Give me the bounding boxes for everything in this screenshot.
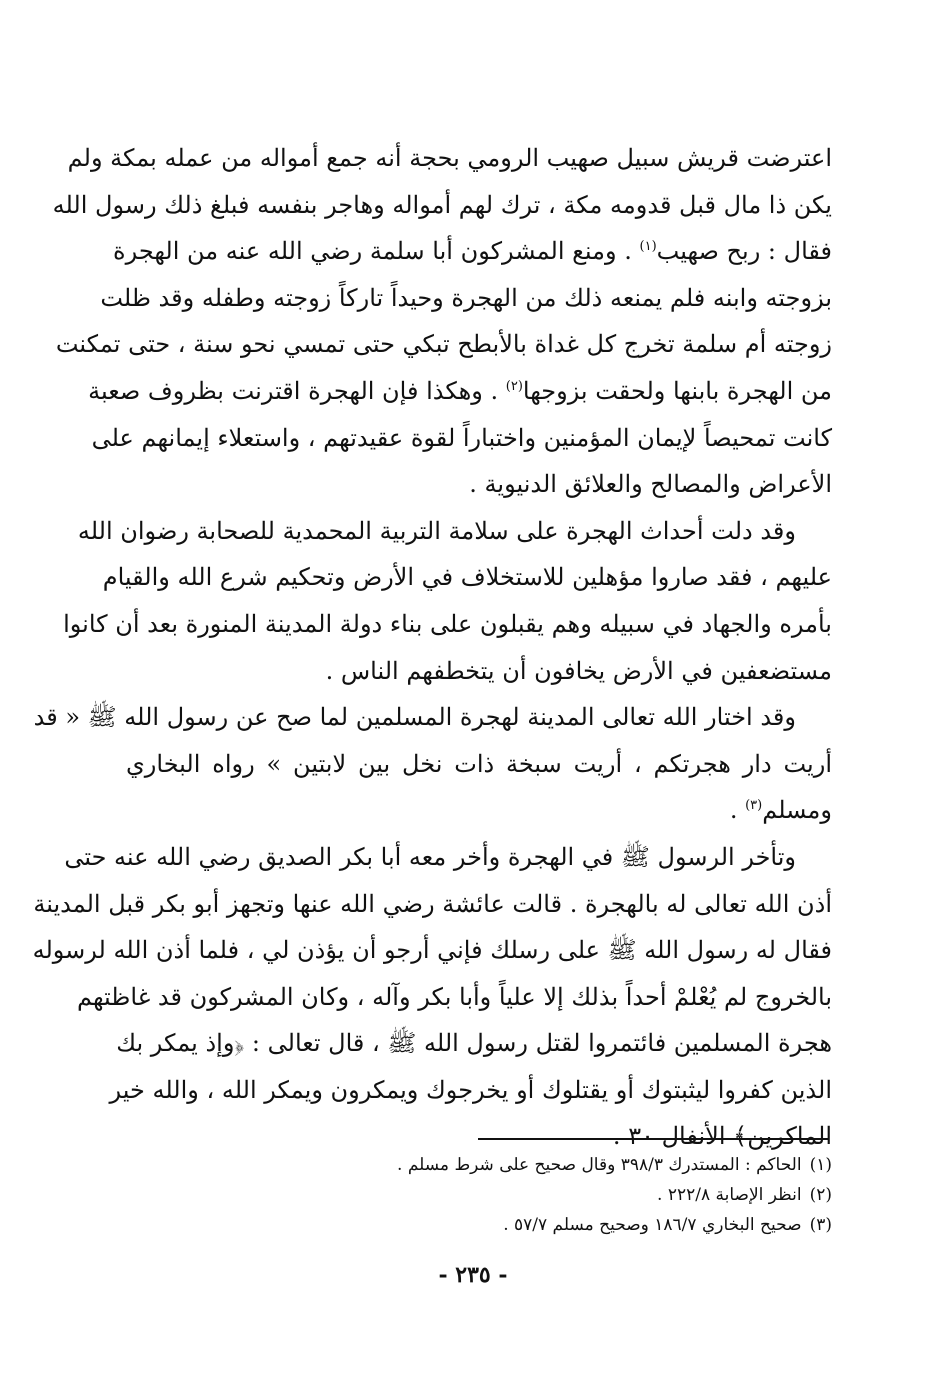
text-line: اعترضت قريش سبيل صهيب الرومي بحجة أنه جمع أمواله من عمله بمكة ولم <box>67 144 832 172</box>
main-text <box>32 135 832 1160</box>
text-line: بزوجته وابنه فلم يمنعه ذلك من الهجرة وحيداً تاركاً زوجته وطفله وقد ظلت <box>100 283 832 312</box>
text-line: فقال له رسول الله ﷺ على رسلك فإني أرجو أن يؤذن لي ، فلما أذن الله لرسوله <box>32 936 832 965</box>
text-line: بأمره والجهاد في سبيله وهم يقبلون على بناء دولة المدينة المنورة بعد أن كانوا <box>63 609 832 638</box>
footnote-item <box>126 1150 832 1180</box>
footnote-text: انظر الإصابة ٢٢٢/٨ . <box>657 1185 802 1205</box>
text-line: الذين كفروا ليثبتوك أو يقتلوك أو يخرجوك ويمكرون ويمكر الله ، والله خير <box>109 1075 832 1104</box>
text-line: أريت دار هجرتكم ، أريت سبخة ذات نخل بين لابتين » رواه البخاري <box>126 749 832 778</box>
footnote-divider <box>478 1138 828 1140</box>
footnote-text: صحيح البخاري ١٨٦/٧ وصحيح مسلم ٥٧/٧ . <box>503 1215 802 1235</box>
footnote-ref: (١) <box>639 239 657 255</box>
footnote-item <box>126 1210 832 1240</box>
footnote-text: الحاكم : المستدرك ٣٩٨/٣ وقال صحيح على شرط مسلم . <box>397 1155 802 1175</box>
footnote-number: (٣) <box>809 1215 832 1235</box>
footnote-number: (١) <box>809 1155 832 1175</box>
footnotes <box>126 1150 832 1240</box>
text-line: عليهم ، فقد صاروا مؤهلين للاستخلاف في الأرض وتحكيم شرع الله والقيام <box>102 563 832 592</box>
text-line: مستضعفين في الأرض يخافون أن يتخطفهم الناس . <box>325 656 832 685</box>
text-line: وتأخر الرسول ﷺ في الهجرة وأخر معه أبا بكر الصديق رضي الله عنه حتى <box>64 842 796 871</box>
text-line: أذن الله تعالى له بالهجرة . قالت عائشة رضي الله عنها وتجهز أبو بكر قبل المدينة <box>33 889 832 918</box>
text-line: هجرة المسلمين فائتمروا لقتل رسول الله ﷺ ، قال تعالى : ﴿وإذ يمكر بك <box>116 1029 832 1058</box>
text-line: بالخروج لم يُعْلمْ أحداً بذلك إلا علياً وأبا بكر وآله ، وكان المشركون قد غاظتهم <box>77 982 832 1011</box>
footnote-item <box>126 1180 832 1210</box>
footnote-ref: (٢) <box>505 378 523 394</box>
text-line: زوجته أم سلمة تخرج كل غداة بالأبطح تبكي حتى تمسي نحو سنة ، حتى تمكنت <box>55 330 832 359</box>
text-line: فقال : ربح صهيب$^{(١)}$ . ومنع المشركون أبا سلمة رضي الله عنه من الهجرة <box>113 237 832 266</box>
text-line: الأعراض والمصالح والعلائق الدنيوية . <box>469 470 832 499</box>
text-line: وقد دلت أحداث الهجرة على سلامة التربية المحمدية للصحابة رضوان الله <box>77 516 796 545</box>
footnote-number: (٢) <box>809 1185 832 1205</box>
footnote-ref: (٣) <box>745 798 763 814</box>
page-number: - ٢٣٥ - <box>438 1262 508 1288</box>
text-line: يكن ذا مال قبل قدومه مكة ، ترك لهم أمواله وهاجر بنفسه فبلغ ذلك رسول الله <box>52 190 832 219</box>
text-line: ومسلم$^{(٣)}$ . <box>729 796 832 825</box>
text-line: الماكرين﴾ الأنفال ٣٠ . <box>612 1122 832 1151</box>
text-line: من الهجرة بابنها ولحقت بزوجها$^{(٢)}$ . وهكذا فإن الهجرة اقترنت بظروف صعبة <box>88 376 832 405</box>
text-line: وقد اختار الله تعالى المدينة لهجرة المسلمين لما صح عن رسول الله ﷺ « قد <box>33 703 796 732</box>
text-line: كانت تمحيصاً لإيمان المؤمنين واختباراً لقوة عقيدتهم ، واستعلاء إيمانهم على <box>91 423 832 452</box>
